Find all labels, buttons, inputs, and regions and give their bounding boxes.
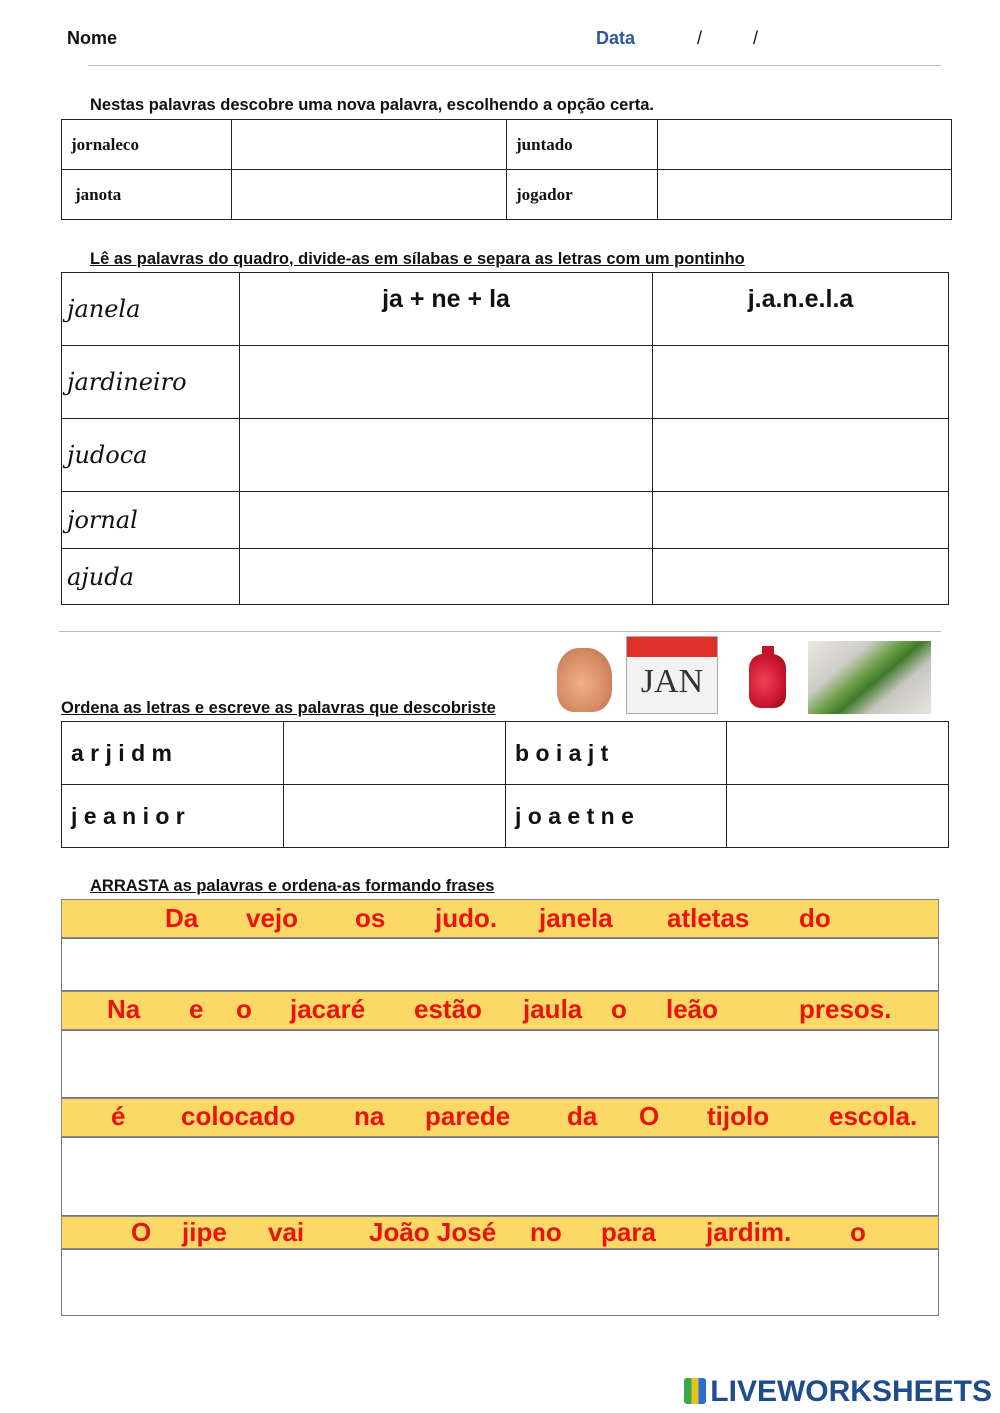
answer-dropdown[interactable] xyxy=(232,120,507,170)
scrambled-letters-table xyxy=(61,721,949,848)
table-row xyxy=(62,346,949,419)
word-table-1 xyxy=(61,119,952,220)
letters-field[interactable] xyxy=(653,549,949,605)
syllables-field[interactable] xyxy=(240,492,653,549)
date-slash: / xyxy=(753,28,759,48)
table-row xyxy=(62,722,949,785)
table-row xyxy=(62,549,949,605)
scrambled-letters: b o i a j t xyxy=(506,722,727,785)
draggable-word[interactable]: no xyxy=(530,1217,562,1247)
answer-dropdown[interactable] xyxy=(658,120,952,170)
draggable-word[interactable]: jaula xyxy=(523,994,583,1024)
answer-field[interactable] xyxy=(727,785,949,848)
draggable-word[interactable]: é xyxy=(111,1101,126,1131)
draggable-word[interactable]: o xyxy=(850,1217,866,1247)
draggable-word[interactable]: leão xyxy=(666,994,719,1024)
answer-dropdown[interactable] xyxy=(232,170,507,220)
draggable-word[interactable]: para xyxy=(601,1217,656,1247)
divider xyxy=(88,65,941,66)
cursive-word: judoca xyxy=(62,419,240,492)
draggable-word[interactable]: O xyxy=(639,1101,660,1131)
draggable-word[interactable]: Da xyxy=(165,903,199,933)
draggable-word[interactable]: atletas xyxy=(667,903,750,933)
answer-field[interactable] xyxy=(284,785,506,848)
hot-water-bottle-image xyxy=(749,654,786,708)
letters-field[interactable] xyxy=(653,419,949,492)
table-cell: jogador xyxy=(507,170,658,220)
logo-icon xyxy=(684,1378,706,1404)
calendar-binding xyxy=(627,637,717,657)
syllables-field[interactable] xyxy=(240,549,653,605)
garden-image xyxy=(808,641,931,714)
sentence-drop-zone[interactable] xyxy=(61,1137,939,1216)
section4-instruction: ARRASTA as palavras e ordena-as formando frases xyxy=(90,877,495,895)
draggable-word[interactable]: os xyxy=(355,903,386,933)
table-cell: janota xyxy=(62,170,232,220)
draggable-word[interactable]: O xyxy=(131,1217,152,1247)
draggable-word[interactable]: jipe xyxy=(182,1217,227,1247)
draggable-word[interactable]: vai xyxy=(268,1217,305,1247)
draggable-word[interactable]: o xyxy=(236,994,252,1024)
cursive-word: jornal xyxy=(62,492,240,549)
answer-field[interactable] xyxy=(284,722,506,785)
draggable-word[interactable]: João José xyxy=(369,1217,497,1247)
foot-image xyxy=(557,648,612,712)
date-slash: / xyxy=(697,28,703,48)
draggable-word[interactable]: presos. xyxy=(799,994,892,1024)
draggable-word[interactable]: escola. xyxy=(829,1101,918,1131)
name-label: Nome xyxy=(67,28,118,48)
date-label: Data xyxy=(596,28,636,48)
section1-instruction: Nestas palavras descobre uma nova palavra, escolhendo a opção certa. xyxy=(90,96,654,114)
calendar-image xyxy=(626,636,718,714)
draggable-word[interactable]: janela xyxy=(539,903,613,933)
draggable-word[interactable]: parede xyxy=(425,1101,511,1131)
section2-instruction: Lê as palavras do quadro, divide-as em sílabas e separa as letras com um pontinho xyxy=(90,250,745,268)
draggable-word[interactable]: tijolo xyxy=(707,1101,770,1131)
liveworksheets-logo xyxy=(684,1375,992,1409)
cursive-word: jardineiro xyxy=(62,346,240,419)
draggable-word[interactable]: e xyxy=(189,994,204,1024)
syllables-field[interactable] xyxy=(240,419,653,492)
draggable-word[interactable]: vejo xyxy=(246,903,299,933)
scrambled-letters: a r j i d m xyxy=(62,722,284,785)
sentence-drop-zone[interactable] xyxy=(61,938,939,991)
table-cell: jornaleco xyxy=(62,120,232,170)
syllable-table xyxy=(61,272,949,605)
table-row xyxy=(62,492,949,549)
syllables-field[interactable] xyxy=(240,346,653,419)
draggable-word[interactable]: na xyxy=(354,1101,385,1131)
draggable-word[interactable]: colocado xyxy=(181,1101,296,1131)
cursive-word: janela xyxy=(62,273,240,346)
table-row xyxy=(62,419,949,492)
draggable-word[interactable]: judo. xyxy=(435,903,498,933)
table-row xyxy=(62,170,952,220)
draggable-word[interactable]: jardim. xyxy=(706,1217,792,1247)
letters-field[interactable] xyxy=(653,346,949,419)
answer-field[interactable] xyxy=(727,722,949,785)
scrambled-letters: j o a e t n e xyxy=(506,785,727,848)
scrambled-letters: j e a n i o r xyxy=(62,785,284,848)
draggable-word[interactable]: do xyxy=(799,903,831,933)
draggable-word[interactable]: Na xyxy=(107,994,141,1024)
sentence-drop-zone[interactable] xyxy=(61,1030,939,1098)
draggable-word[interactable]: estão xyxy=(414,994,482,1024)
draggable-word[interactable]: o xyxy=(611,994,627,1024)
answer-dropdown[interactable] xyxy=(658,170,952,220)
syllables-field[interactable]: ja + ne + la xyxy=(240,273,653,346)
divider xyxy=(59,631,941,632)
table-row xyxy=(62,785,949,848)
logo-text: LIVEWORKSHEETS xyxy=(710,1375,992,1408)
draggable-word[interactable]: da xyxy=(567,1101,598,1131)
calendar-text: JAN xyxy=(640,663,704,700)
letters-field[interactable]: j.a.n.e.l.a xyxy=(653,273,949,346)
table-row xyxy=(62,273,949,346)
table-cell: juntado xyxy=(507,120,658,170)
cursive-word: ajuda xyxy=(62,549,240,605)
table-row xyxy=(62,120,952,170)
section3-instruction: Ordena as letras e escreve as palavras que descobriste xyxy=(61,699,496,717)
draggable-word[interactable]: jacaré xyxy=(290,994,366,1024)
sentence-drop-zone[interactable] xyxy=(61,1249,939,1316)
letters-field[interactable] xyxy=(653,492,949,549)
